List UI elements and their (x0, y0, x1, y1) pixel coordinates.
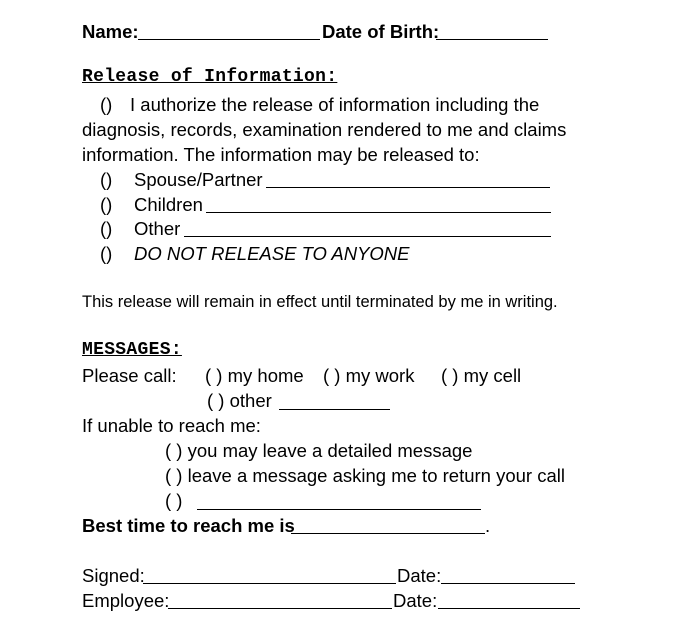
please-call-label: Please call: (82, 365, 177, 386)
children-field[interactable] (206, 195, 551, 213)
call-option-cell[interactable]: ( ) my cell (441, 365, 522, 386)
spouse-field[interactable] (266, 170, 550, 188)
signed-date-field[interactable] (441, 566, 575, 584)
release-paragraph-checkbox[interactable]: () (100, 94, 113, 115)
signed-label: Signed: (82, 565, 145, 586)
option-children-checkbox[interactable]: () (100, 194, 113, 215)
best-time-field[interactable] (291, 516, 485, 534)
message-option-detailed[interactable]: ( ) you may leave a detailed message (165, 440, 473, 461)
option-do-not-release-label: DO NOT RELEASE TO ANYONE (134, 243, 410, 264)
other-field[interactable] (184, 219, 551, 237)
option-do-not-release (100, 241, 410, 266)
release-paragraph-text: I authorize the release of information including the diagnosis, records, examination rendered to me and claims information. The information may be released to: (82, 94, 567, 165)
option-other-label: Other (134, 218, 181, 239)
option-other (100, 216, 180, 241)
employee-date-label: Date: (393, 590, 438, 611)
unable-label: If unable to reach me: (82, 415, 261, 436)
call-option-other[interactable]: ( ) other (207, 390, 272, 411)
message-option-custom[interactable]: ( ) (165, 490, 183, 511)
release-title: Release of Information: (82, 67, 338, 87)
employee-field[interactable] (168, 591, 392, 609)
dob-field[interactable] (436, 22, 548, 40)
call-other-field[interactable] (279, 392, 390, 410)
release-effect-note: This release will remain in effect until terminated by me in writing. (82, 293, 558, 311)
release-paragraph (82, 92, 602, 167)
signed-field[interactable] (143, 566, 396, 584)
option-spouse (100, 167, 263, 192)
option-spouse-label: Spouse/Partner (134, 169, 263, 190)
name-field[interactable] (138, 22, 320, 40)
message-custom-field[interactable] (197, 492, 481, 510)
employee-date-field[interactable] (438, 591, 580, 609)
best-time-period: . (485, 515, 491, 536)
call-option-work[interactable]: ( ) my work (323, 365, 415, 386)
signed-date-label: Date: (397, 565, 442, 586)
option-children-label: Children (134, 194, 203, 215)
option-spouse-checkbox[interactable]: () (100, 169, 113, 190)
option-do-not-release-checkbox[interactable]: () (100, 243, 113, 264)
call-option-home[interactable]: ( ) my home (205, 365, 304, 386)
option-other-checkbox[interactable]: () (100, 218, 113, 239)
messages-title: MESSAGES: (82, 340, 182, 360)
employee-label: Employee: (82, 590, 170, 611)
name-label: Name: (82, 21, 139, 42)
best-time-label: Best time to reach me is (82, 515, 295, 536)
message-option-return-call[interactable]: ( ) leave a message asking me to return your call (165, 465, 565, 486)
dob-label: Date of Birth: (322, 21, 440, 42)
option-children (100, 192, 203, 217)
